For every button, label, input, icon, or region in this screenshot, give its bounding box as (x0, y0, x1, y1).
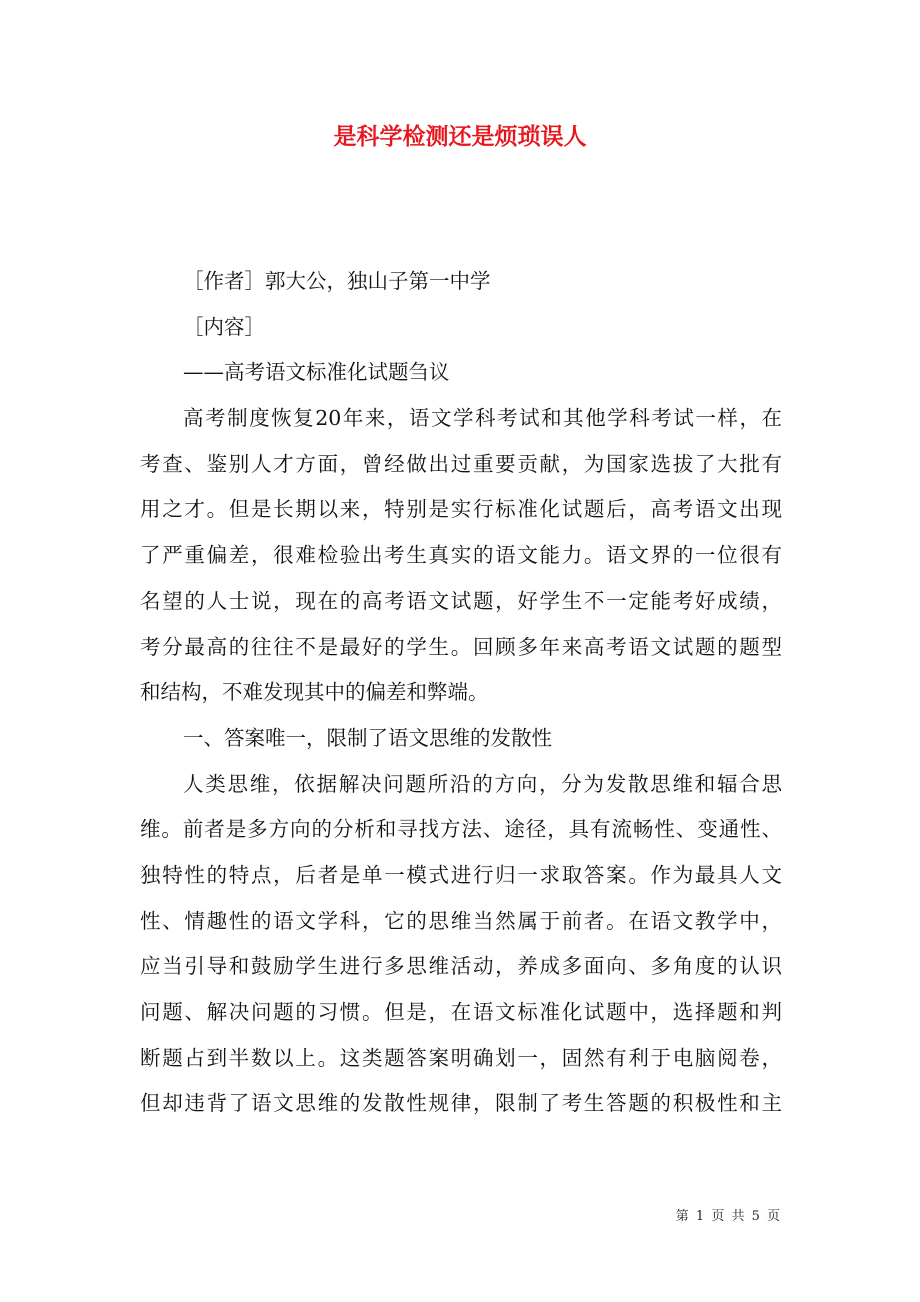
paragraph-line: 维。前者是多方向的分析和寻找方法、途径，具有流畅性、变通性、 (140, 817, 782, 842)
paragraph-line: 考查、鉴别人才方面，曾经做出过重要贡献，为国家选拔了大批有 (140, 451, 782, 476)
content-label: ［内容］ (183, 314, 265, 339)
paragraph-line: 性、情趣性的语文学科，它的思维当然属于前者。在语文教学中， (140, 908, 782, 933)
subtitle: ——高考语文标准化试题刍议 (183, 360, 450, 385)
paragraph-line: 独特性的特点，后者是单一模式进行归一求取答案。作为最具人文 (140, 862, 782, 887)
paragraph-1 (140, 396, 782, 716)
document-title: 是科学检测还是烦琐误人 (333, 123, 587, 150)
paragraph-line: 用之才。但是长期以来，特别是实行标准化试题后，高考语文出现 (140, 497, 782, 522)
paragraph-line: 和结构，不难发现其中的偏差和弊端。 (140, 680, 489, 705)
paragraph-line: 了严重偏差，很难检验出考生真实的语文能力。语文界的一位很有 (140, 543, 782, 568)
section-heading: 一、答案唯一，限制了语文思维的发散性 (183, 725, 552, 750)
document-body (140, 259, 782, 1127)
page-number-footer: 第 1 页 共 5 页 (675, 1209, 780, 1224)
paragraph-line: 应当引导和鼓励学生进行多思维活动，养成多面向、多角度的认识 (140, 954, 782, 979)
author-line: ［作者］郭大公，独山子第一中学 (183, 269, 491, 293)
paragraph-line: 问题、解决问题的习惯。但是，在语文标准化试题中，选择题和判 (140, 1000, 782, 1024)
paragraph-line: 人类思维，依据解决问题所沿的方向，分为发散思维和辐合思 (183, 771, 782, 796)
paragraph-line: 断题占到半数以上。这类题答案明确划一，固然有利于电脑阅卷， (140, 1045, 782, 1070)
paragraph-2 (140, 762, 782, 1128)
paragraph-line: 考分最高的往往不是最好的学生。回顾多年来高考语文试题的题型 (140, 634, 782, 659)
paragraph-line: 但却违背了语文思维的发散性规律，限制了考生答题的积极性和主 (140, 1091, 782, 1116)
paragraph-line: 高考制度恢复20年来，语文学科考试和其他学科考试一样，在 (183, 406, 782, 431)
paragraph-line: 名望的人士说，现在的高考语文试题，好学生不一定能考好成绩， (140, 588, 782, 613)
